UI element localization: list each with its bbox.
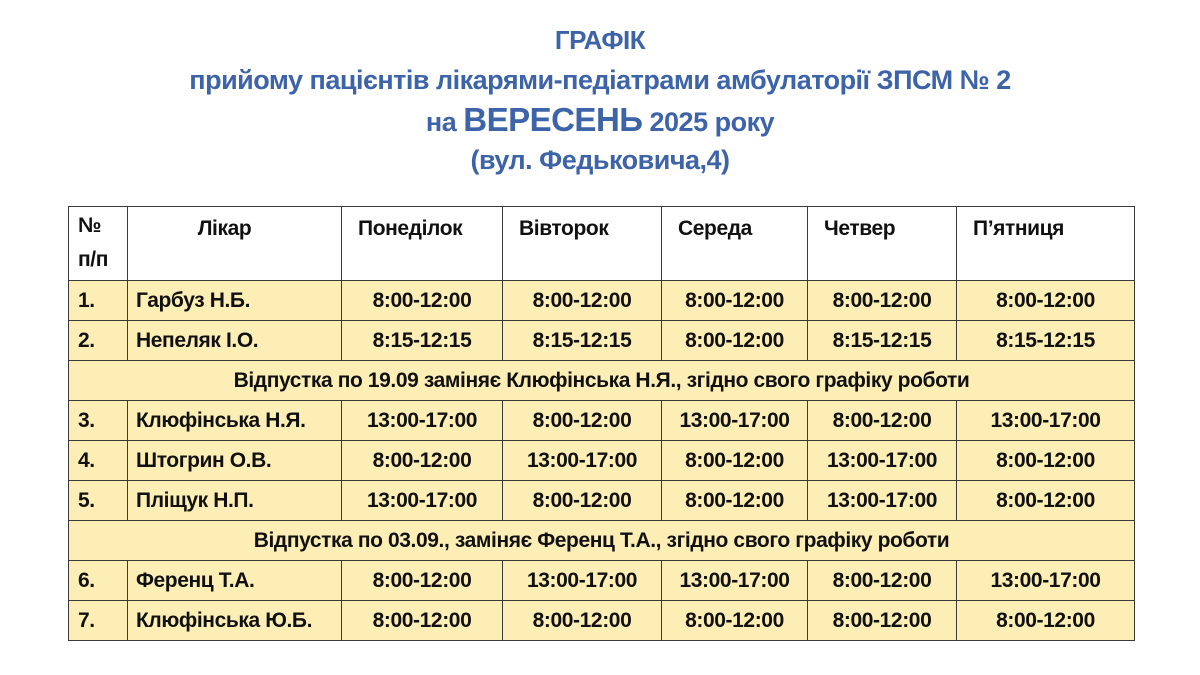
monday-hours: 8:00-12:00 [342,281,503,321]
header-wednesday: Середа [662,207,808,281]
title-heading: ГРАФІК [554,25,646,55]
title-subheading: прийому пацієнтів лікарями-педіатрами амбулаторії ЗПСМ № 2 [189,65,1011,95]
wednesday-hours: 8:00-12:00 [662,321,808,361]
vacation-note-row [69,521,1135,561]
doctor-name: Ференц Т.А. [128,561,342,601]
title-month: ВЕРЕСЕНЬ [463,101,643,138]
header-tuesday: Вівторок [503,207,662,281]
monday-hours: 13:00-17:00 [342,401,503,441]
doctor-name: Гарбуз Н.Б. [128,281,342,321]
vacation-note: Відпустка по 03.09., заміняє Ференц Т.А., згідно свого графіку роботи [69,521,1135,561]
row-number: 2. [69,321,128,361]
wednesday-hours: 13:00-17:00 [662,561,808,601]
wednesday-hours: 13:00-17:00 [662,401,808,441]
thursday-hours: 8:00-12:00 [808,561,957,601]
row-number: 5. [69,481,128,521]
doctor-name: Непеляк І.О. [128,321,342,361]
thursday-hours: 13:00-17:00 [808,481,957,521]
friday-hours: 8:00-12:00 [957,441,1135,481]
header-thursday: Четвер [808,207,957,281]
doctor-name: Пліщук Н.П. [128,481,342,521]
friday-hours: 13:00-17:00 [957,561,1135,601]
thursday-hours: 13:00-17:00 [808,441,957,481]
doctor-name: Клюфінська Ю.Б. [128,601,342,641]
vacation-note: Відпустка по 19.09 заміняє Клюфінська Н.Я., згідно свого графіку роботи [69,361,1135,401]
row-number: 4. [69,441,128,481]
header-friday: П’ятниця [957,207,1135,281]
title-year: 2025 року [649,107,775,137]
title-period-prefix: на [425,107,457,137]
tuesday-hours: 13:00-17:00 [503,441,662,481]
wednesday-hours: 8:00-12:00 [662,441,808,481]
friday-hours: 13:00-17:00 [957,401,1135,441]
monday-hours: 8:00-12:00 [342,441,503,481]
header-monday: Понеділок [342,207,503,281]
header-num-symbol: № [78,214,102,237]
header-row [69,207,1135,281]
row-number: 3. [69,401,128,441]
wednesday-hours: 8:00-12:00 [662,281,808,321]
row-number: 7. [69,601,128,641]
table-row [69,281,1135,321]
table-row [69,441,1135,481]
row-number: 1. [69,281,128,321]
document-title [0,20,1200,180]
header-num-abbr: п/п [78,248,109,271]
wednesday-hours: 8:00-12:00 [662,481,808,521]
title-address: (вул. Федьковича,4) [470,145,730,175]
thursday-hours: 8:15-12:15 [808,321,957,361]
table-row [69,321,1135,361]
monday-hours: 8:00-12:00 [342,561,503,601]
vacation-note-row [69,361,1135,401]
thursday-hours: 8:00-12:00 [808,601,957,641]
row-number: 6. [69,561,128,601]
monday-hours: 13:00-17:00 [342,481,503,521]
header-doctor: Лікар [128,207,342,281]
thursday-hours: 8:00-12:00 [808,401,957,441]
monday-hours: 8:00-12:00 [342,601,503,641]
friday-hours: 8:00-12:00 [957,601,1135,641]
table-row [69,561,1135,601]
tuesday-hours: 13:00-17:00 [503,561,662,601]
table-row [69,481,1135,521]
friday-hours: 8:15-12:15 [957,321,1135,361]
table-row [69,401,1135,441]
tuesday-hours: 8:15-12:15 [503,321,662,361]
friday-hours: 8:00-12:00 [957,281,1135,321]
doctor-name: Клюфінська Н.Я. [128,401,342,441]
header-num [69,207,128,281]
monday-hours: 8:15-12:15 [342,321,503,361]
doctor-name: Штогрин О.В. [128,441,342,481]
friday-hours: 8:00-12:00 [957,481,1135,521]
tuesday-hours: 8:00-12:00 [503,601,662,641]
table-row [69,601,1135,641]
wednesday-hours: 8:00-12:00 [662,601,808,641]
tuesday-hours: 8:00-12:00 [503,281,662,321]
tuesday-hours: 8:00-12:00 [503,481,662,521]
title-period [0,100,1200,140]
schedule-table [68,206,1135,641]
thursday-hours: 8:00-12:00 [808,281,957,321]
tuesday-hours: 8:00-12:00 [503,401,662,441]
